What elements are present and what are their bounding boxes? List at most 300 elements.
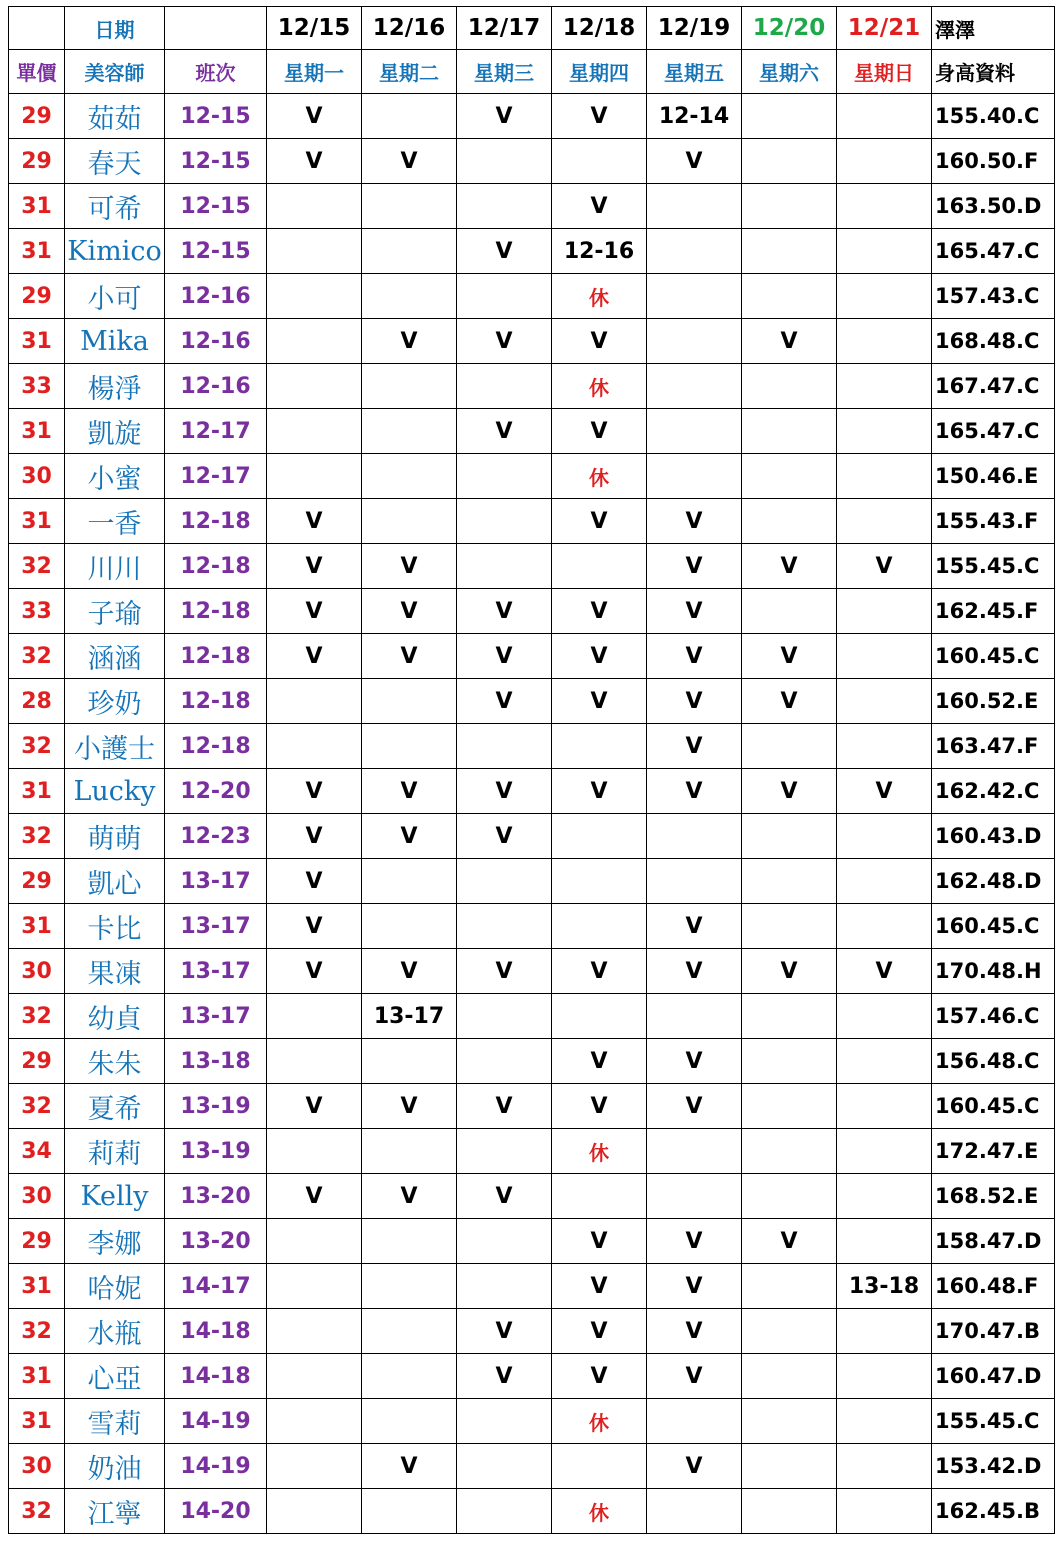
stylist-name-cell: 凱心: [65, 859, 165, 904]
day-cell-thu: [552, 904, 647, 949]
day-cell-wed: V: [457, 409, 552, 454]
stylist-name-cell: 楊淨: [65, 364, 165, 409]
stylist-name-cell: 小蜜: [65, 454, 165, 499]
table-row: [9, 274, 1055, 319]
day-cell-sat: [742, 1039, 837, 1084]
price-cell: 32: [9, 1489, 65, 1534]
height-cell: 165.47.C: [932, 229, 1055, 274]
price-cell: 32: [9, 1084, 65, 1129]
shift-cell: 13-18: [165, 1039, 267, 1084]
day-cell-mon: V: [267, 139, 362, 184]
day-cell-sun: [837, 589, 932, 634]
table-row: [9, 949, 1055, 994]
shift-cell: 12-18: [165, 544, 267, 589]
shift-cell: 12-18: [165, 724, 267, 769]
day-cell-wed: [457, 904, 552, 949]
day-cell-thu: 休: [552, 1399, 647, 1444]
day-cell-wed: [457, 364, 552, 409]
stylist-name-cell: 春天: [65, 139, 165, 184]
day-cell-wed: V: [457, 634, 552, 679]
stylist-name-cell: 果凍: [65, 949, 165, 994]
height-cell: 160.47.D: [932, 1354, 1055, 1399]
day-cell-mon: V: [267, 904, 362, 949]
price-cell: 31: [9, 319, 65, 364]
day-cell-wed: [457, 544, 552, 589]
table-row: [9, 814, 1055, 859]
stylist-name-cell: 雪莉: [65, 1399, 165, 1444]
day-cell-thu: V: [552, 634, 647, 679]
stylist-name-cell: 朱朱: [65, 1039, 165, 1084]
day-cell-sat: [742, 1444, 837, 1489]
day-cell-fri: V: [647, 769, 742, 814]
height-cell: 170.48.H: [932, 949, 1055, 994]
shift-cell: 14-18: [165, 1354, 267, 1399]
stylist-name-cell: 珍奶: [65, 679, 165, 724]
shift-cell: 14-18: [165, 1309, 267, 1354]
date-wed: 12/17: [457, 7, 552, 50]
price-cell: 31: [9, 499, 65, 544]
day-cell-sat: [742, 229, 837, 274]
day-cell-sun: [837, 1309, 932, 1354]
day-cell-sat: V: [742, 544, 837, 589]
height-cell: 163.47.F: [932, 724, 1055, 769]
shift-cell: 12-17: [165, 454, 267, 499]
date-thu: 12/18: [552, 7, 647, 50]
day-cell-sat: [742, 409, 837, 454]
height-cell: 155.45.C: [932, 1399, 1055, 1444]
day-cell-fri: V: [647, 1309, 742, 1354]
height-cell: 163.50.D: [932, 184, 1055, 229]
day-cell-sat: [742, 1264, 837, 1309]
day-cell-mon: [267, 994, 362, 1039]
day-cell-thu: [552, 994, 647, 1039]
stylist-name-cell: 哈妮: [65, 1264, 165, 1309]
header-blank: [165, 7, 267, 50]
day-cell-wed: [457, 499, 552, 544]
day-cell-sat: [742, 859, 837, 904]
day-cell-mon: [267, 1444, 362, 1489]
price-cell: 31: [9, 1399, 65, 1444]
day-cell-fri: [647, 319, 742, 364]
height-cell: 155.43.F: [932, 499, 1055, 544]
day-cell-sat: [742, 364, 837, 409]
table-row: [9, 1084, 1055, 1129]
day-cell-wed: V: [457, 1174, 552, 1219]
day-cell-sun: [837, 1219, 932, 1264]
day-cell-fri: V: [647, 679, 742, 724]
day-cell-sat: [742, 724, 837, 769]
day-cell-sat: [742, 1489, 837, 1534]
day-cell-mon: [267, 409, 362, 454]
day-cell-thu: V: [552, 769, 647, 814]
day-cell-thu: V: [552, 679, 647, 724]
day-cell-sun: [837, 679, 932, 724]
day-cell-fri: V: [647, 1039, 742, 1084]
shift-cell: 13-19: [165, 1084, 267, 1129]
day-cell-wed: V: [457, 1084, 552, 1129]
price-cell: 31: [9, 904, 65, 949]
shift-cell: 12-18: [165, 679, 267, 724]
shift-cell: 12-18: [165, 589, 267, 634]
price-cell: 33: [9, 589, 65, 634]
day-cell-fri: [647, 1489, 742, 1534]
day-cell-mon: [267, 1219, 362, 1264]
shift-cell: 13-19: [165, 1129, 267, 1174]
day-cell-fri: 12-14: [647, 94, 742, 139]
table-row: [9, 769, 1055, 814]
weekday-thu: 星期四: [552, 50, 647, 94]
shift-cell: 12-15: [165, 94, 267, 139]
day-cell-tue: [362, 1309, 457, 1354]
table-row: [9, 724, 1055, 769]
stylist-name-cell: 可希: [65, 184, 165, 229]
day-cell-thu: 12-16: [552, 229, 647, 274]
day-cell-wed: [457, 454, 552, 499]
price-cell: 30: [9, 454, 65, 499]
day-cell-thu: 休: [552, 364, 647, 409]
price-cell: 32: [9, 634, 65, 679]
day-cell-mon: V: [267, 499, 362, 544]
day-cell-fri: V: [647, 949, 742, 994]
day-cell-sun: [837, 994, 932, 1039]
price-cell: 32: [9, 724, 65, 769]
day-cell-mon: [267, 454, 362, 499]
weekday-wed: 星期三: [457, 50, 552, 94]
day-cell-mon: V: [267, 634, 362, 679]
stylist-name-cell: 卡比: [65, 904, 165, 949]
day-cell-thu: [552, 544, 647, 589]
price-cell: 30: [9, 1444, 65, 1489]
day-cell-sun: V: [837, 949, 932, 994]
shift-cell: 12-15: [165, 229, 267, 274]
shift-cell: 12-15: [165, 184, 267, 229]
table-row: [9, 544, 1055, 589]
shift-cell: 14-17: [165, 1264, 267, 1309]
day-cell-tue: [362, 499, 457, 544]
weekday-sun: 星期日: [837, 50, 932, 94]
day-cell-sat: [742, 1084, 837, 1129]
day-cell-tue: [362, 1399, 457, 1444]
date-mon: 12/15: [267, 7, 362, 50]
day-cell-sat: [742, 1309, 837, 1354]
day-cell-tue: V: [362, 814, 457, 859]
price-cell: 29: [9, 94, 65, 139]
day-cell-thu: V: [552, 1039, 647, 1084]
day-cell-mon: V: [267, 544, 362, 589]
shift-cell: 12-16: [165, 274, 267, 319]
day-cell-sun: [837, 904, 932, 949]
day-cell-tue: V: [362, 949, 457, 994]
price-cell: 34: [9, 1129, 65, 1174]
stylist-name-cell: 子瑜: [65, 589, 165, 634]
day-cell-mon: [267, 229, 362, 274]
day-cell-tue: [362, 274, 457, 319]
table-row: [9, 1354, 1055, 1399]
day-cell-sun: [837, 634, 932, 679]
price-cell: 30: [9, 1174, 65, 1219]
day-cell-tue: V: [362, 1444, 457, 1489]
shift-header: 班次: [165, 50, 267, 94]
height-cell: 160.45.C: [932, 1084, 1055, 1129]
day-cell-sat: V: [742, 679, 837, 724]
day-cell-wed: V: [457, 589, 552, 634]
height-cell: 160.52.E: [932, 679, 1055, 724]
day-cell-wed: [457, 724, 552, 769]
day-cell-sun: [837, 94, 932, 139]
day-cell-mon: [267, 1399, 362, 1444]
day-cell-tue: V: [362, 544, 457, 589]
day-cell-tue: V: [362, 634, 457, 679]
weekday-header-row: [9, 50, 1055, 94]
day-cell-tue: V: [362, 589, 457, 634]
day-cell-mon: V: [267, 949, 362, 994]
day-cell-mon: [267, 1489, 362, 1534]
day-cell-tue: [362, 229, 457, 274]
day-cell-fri: V: [647, 904, 742, 949]
date-sun: 12/21: [837, 7, 932, 50]
day-cell-mon: [267, 724, 362, 769]
day-cell-sun: [837, 814, 932, 859]
day-cell-sun: [837, 1399, 932, 1444]
weekday-mon: 星期一: [267, 50, 362, 94]
day-cell-tue: [362, 679, 457, 724]
date-label: 日期: [65, 7, 165, 50]
day-cell-wed: [457, 139, 552, 184]
shift-cell: 13-17: [165, 994, 267, 1039]
day-cell-wed: V: [457, 229, 552, 274]
day-cell-tue: [362, 1219, 457, 1264]
day-cell-tue: [362, 1489, 457, 1534]
table-row: [9, 319, 1055, 364]
day-cell-fri: V: [647, 499, 742, 544]
day-cell-sun: [837, 1354, 932, 1399]
day-cell-sat: [742, 274, 837, 319]
day-cell-mon: V: [267, 814, 362, 859]
date-tue: 12/16: [362, 7, 457, 50]
height-cell: 168.48.C: [932, 319, 1055, 364]
day-cell-mon: [267, 274, 362, 319]
height-cell: 160.45.C: [932, 904, 1055, 949]
height-cell: 170.47.B: [932, 1309, 1055, 1354]
stylist-name-cell: 李娜: [65, 1219, 165, 1264]
stylist-name-cell: 幼貞: [65, 994, 165, 1039]
stylist-name-cell: 江寧: [65, 1489, 165, 1534]
day-cell-thu: 休: [552, 1489, 647, 1534]
day-cell-sun: [837, 364, 932, 409]
day-cell-thu: V: [552, 409, 647, 454]
day-cell-wed: [457, 184, 552, 229]
table-row: [9, 859, 1055, 904]
day-cell-sat: V: [742, 949, 837, 994]
height-cell: 157.43.C: [932, 274, 1055, 319]
day-cell-fri: [647, 274, 742, 319]
day-cell-tue: V: [362, 1084, 457, 1129]
day-cell-sat: [742, 1354, 837, 1399]
day-cell-mon: [267, 364, 362, 409]
day-cell-thu: [552, 139, 647, 184]
price-cell: 29: [9, 859, 65, 904]
price-cell: 32: [9, 544, 65, 589]
price-cell: 32: [9, 994, 65, 1039]
day-cell-mon: [267, 184, 362, 229]
day-cell-wed: V: [457, 94, 552, 139]
day-cell-thu: 休: [552, 1129, 647, 1174]
table-row: [9, 994, 1055, 1039]
table-row: [9, 904, 1055, 949]
weekday-sat: 星期六: [742, 50, 837, 94]
height-cell: 156.48.C: [932, 1039, 1055, 1084]
table-row: [9, 1444, 1055, 1489]
stylist-name-cell: 萌萌: [65, 814, 165, 859]
day-cell-thu: [552, 1444, 647, 1489]
stylist-name-cell: 茹茹: [65, 94, 165, 139]
day-cell-fri: [647, 229, 742, 274]
day-cell-thu: V: [552, 949, 647, 994]
day-cell-wed: [457, 1039, 552, 1084]
zeze-label: 澤澤: [932, 7, 1055, 50]
day-cell-sun: 13-18: [837, 1264, 932, 1309]
height-cell: 167.47.C: [932, 364, 1055, 409]
shift-cell: 14-20: [165, 1489, 267, 1534]
height-cell: 160.48.F: [932, 1264, 1055, 1309]
day-cell-wed: [457, 994, 552, 1039]
day-cell-thu: 休: [552, 454, 647, 499]
stylist-name-cell: Kelly: [65, 1174, 165, 1219]
table-row: [9, 1174, 1055, 1219]
day-cell-sat: [742, 184, 837, 229]
table-row: [9, 139, 1055, 184]
day-cell-thu: V: [552, 1219, 647, 1264]
day-cell-sun: [837, 454, 932, 499]
day-cell-wed: [457, 274, 552, 319]
day-cell-tue: V: [362, 139, 457, 184]
day-cell-sun: [837, 859, 932, 904]
table-row: [9, 409, 1055, 454]
table-row: [9, 1309, 1055, 1354]
table-row: [9, 499, 1055, 544]
stylist-name-cell: 小護士: [65, 724, 165, 769]
header-corner-blank: [9, 7, 65, 50]
height-cell: 153.42.D: [932, 1444, 1055, 1489]
day-cell-fri: [647, 454, 742, 499]
day-cell-sat: [742, 814, 837, 859]
day-cell-wed: V: [457, 1309, 552, 1354]
day-cell-fri: [647, 1174, 742, 1219]
day-cell-sat: [742, 1129, 837, 1174]
day-cell-sun: [837, 1039, 932, 1084]
day-cell-thu: V: [552, 1354, 647, 1399]
day-cell-mon: [267, 1129, 362, 1174]
day-cell-wed: [457, 1444, 552, 1489]
day-cell-fri: [647, 184, 742, 229]
price-cell: 31: [9, 409, 65, 454]
price-cell: 31: [9, 1264, 65, 1309]
table-row: [9, 184, 1055, 229]
day-cell-fri: V: [647, 724, 742, 769]
day-cell-mon: V: [267, 589, 362, 634]
day-cell-fri: V: [647, 1219, 742, 1264]
table-row: [9, 1489, 1055, 1534]
shift-cell: 12-16: [165, 319, 267, 364]
day-cell-tue: [362, 1354, 457, 1399]
table-row: [9, 634, 1055, 679]
day-cell-thu: V: [552, 589, 647, 634]
day-cell-tue: [362, 454, 457, 499]
day-cell-sat: [742, 139, 837, 184]
table-row: [9, 1039, 1055, 1084]
day-cell-sat: [742, 1174, 837, 1219]
height-cell: 168.52.E: [932, 1174, 1055, 1219]
day-cell-fri: [647, 814, 742, 859]
day-cell-fri: V: [647, 1264, 742, 1309]
height-cell: 160.45.C: [932, 634, 1055, 679]
day-cell-thu: [552, 859, 647, 904]
day-cell-sat: [742, 904, 837, 949]
shift-cell: 12-18: [165, 634, 267, 679]
price-cell: 33: [9, 364, 65, 409]
day-cell-sun: [837, 1174, 932, 1219]
height-cell: 155.45.C: [932, 544, 1055, 589]
day-cell-tue: [362, 94, 457, 139]
stylist-name-cell: 奶油: [65, 1444, 165, 1489]
day-cell-tue: V: [362, 1174, 457, 1219]
price-cell: 30: [9, 949, 65, 994]
shift-cell: 12-16: [165, 364, 267, 409]
shift-cell: 12-17: [165, 409, 267, 454]
height-cell: 160.43.D: [932, 814, 1055, 859]
day-cell-fri: V: [647, 634, 742, 679]
day-cell-fri: [647, 1129, 742, 1174]
day-cell-sun: [837, 319, 932, 364]
day-cell-tue: [362, 409, 457, 454]
shift-cell: 12-23: [165, 814, 267, 859]
shift-cell: 13-20: [165, 1219, 267, 1264]
day-cell-tue: [362, 724, 457, 769]
day-cell-wed: V: [457, 1354, 552, 1399]
shift-cell: 14-19: [165, 1444, 267, 1489]
day-cell-thu: V: [552, 499, 647, 544]
day-cell-mon: V: [267, 769, 362, 814]
day-cell-wed: V: [457, 319, 552, 364]
day-cell-sun: [837, 1444, 932, 1489]
day-cell-fri: [647, 409, 742, 454]
day-cell-wed: [457, 1489, 552, 1534]
day-cell-tue: [362, 1129, 457, 1174]
day-cell-thu: V: [552, 184, 647, 229]
schedule-table: [8, 6, 1055, 1534]
shift-cell: 13-17: [165, 904, 267, 949]
stylist-name-cell: Lucky: [65, 769, 165, 814]
day-cell-wed: V: [457, 769, 552, 814]
table-row: [9, 1219, 1055, 1264]
price-cell: 29: [9, 1219, 65, 1264]
day-cell-mon: [267, 1354, 362, 1399]
stylist-name-cell: Mika: [65, 319, 165, 364]
shift-cell: 13-20: [165, 1174, 267, 1219]
day-cell-tue: [362, 1264, 457, 1309]
day-cell-sun: [837, 1489, 932, 1534]
day-cell-fri: V: [647, 1354, 742, 1399]
day-cell-thu: [552, 724, 647, 769]
day-cell-sun: V: [837, 769, 932, 814]
price-cell: 31: [9, 184, 65, 229]
table-row: [9, 454, 1055, 499]
day-cell-wed: V: [457, 814, 552, 859]
price-cell: 28: [9, 679, 65, 724]
height-cell: 155.40.C: [932, 94, 1055, 139]
day-cell-mon: [267, 1039, 362, 1084]
day-cell-sun: [837, 1084, 932, 1129]
